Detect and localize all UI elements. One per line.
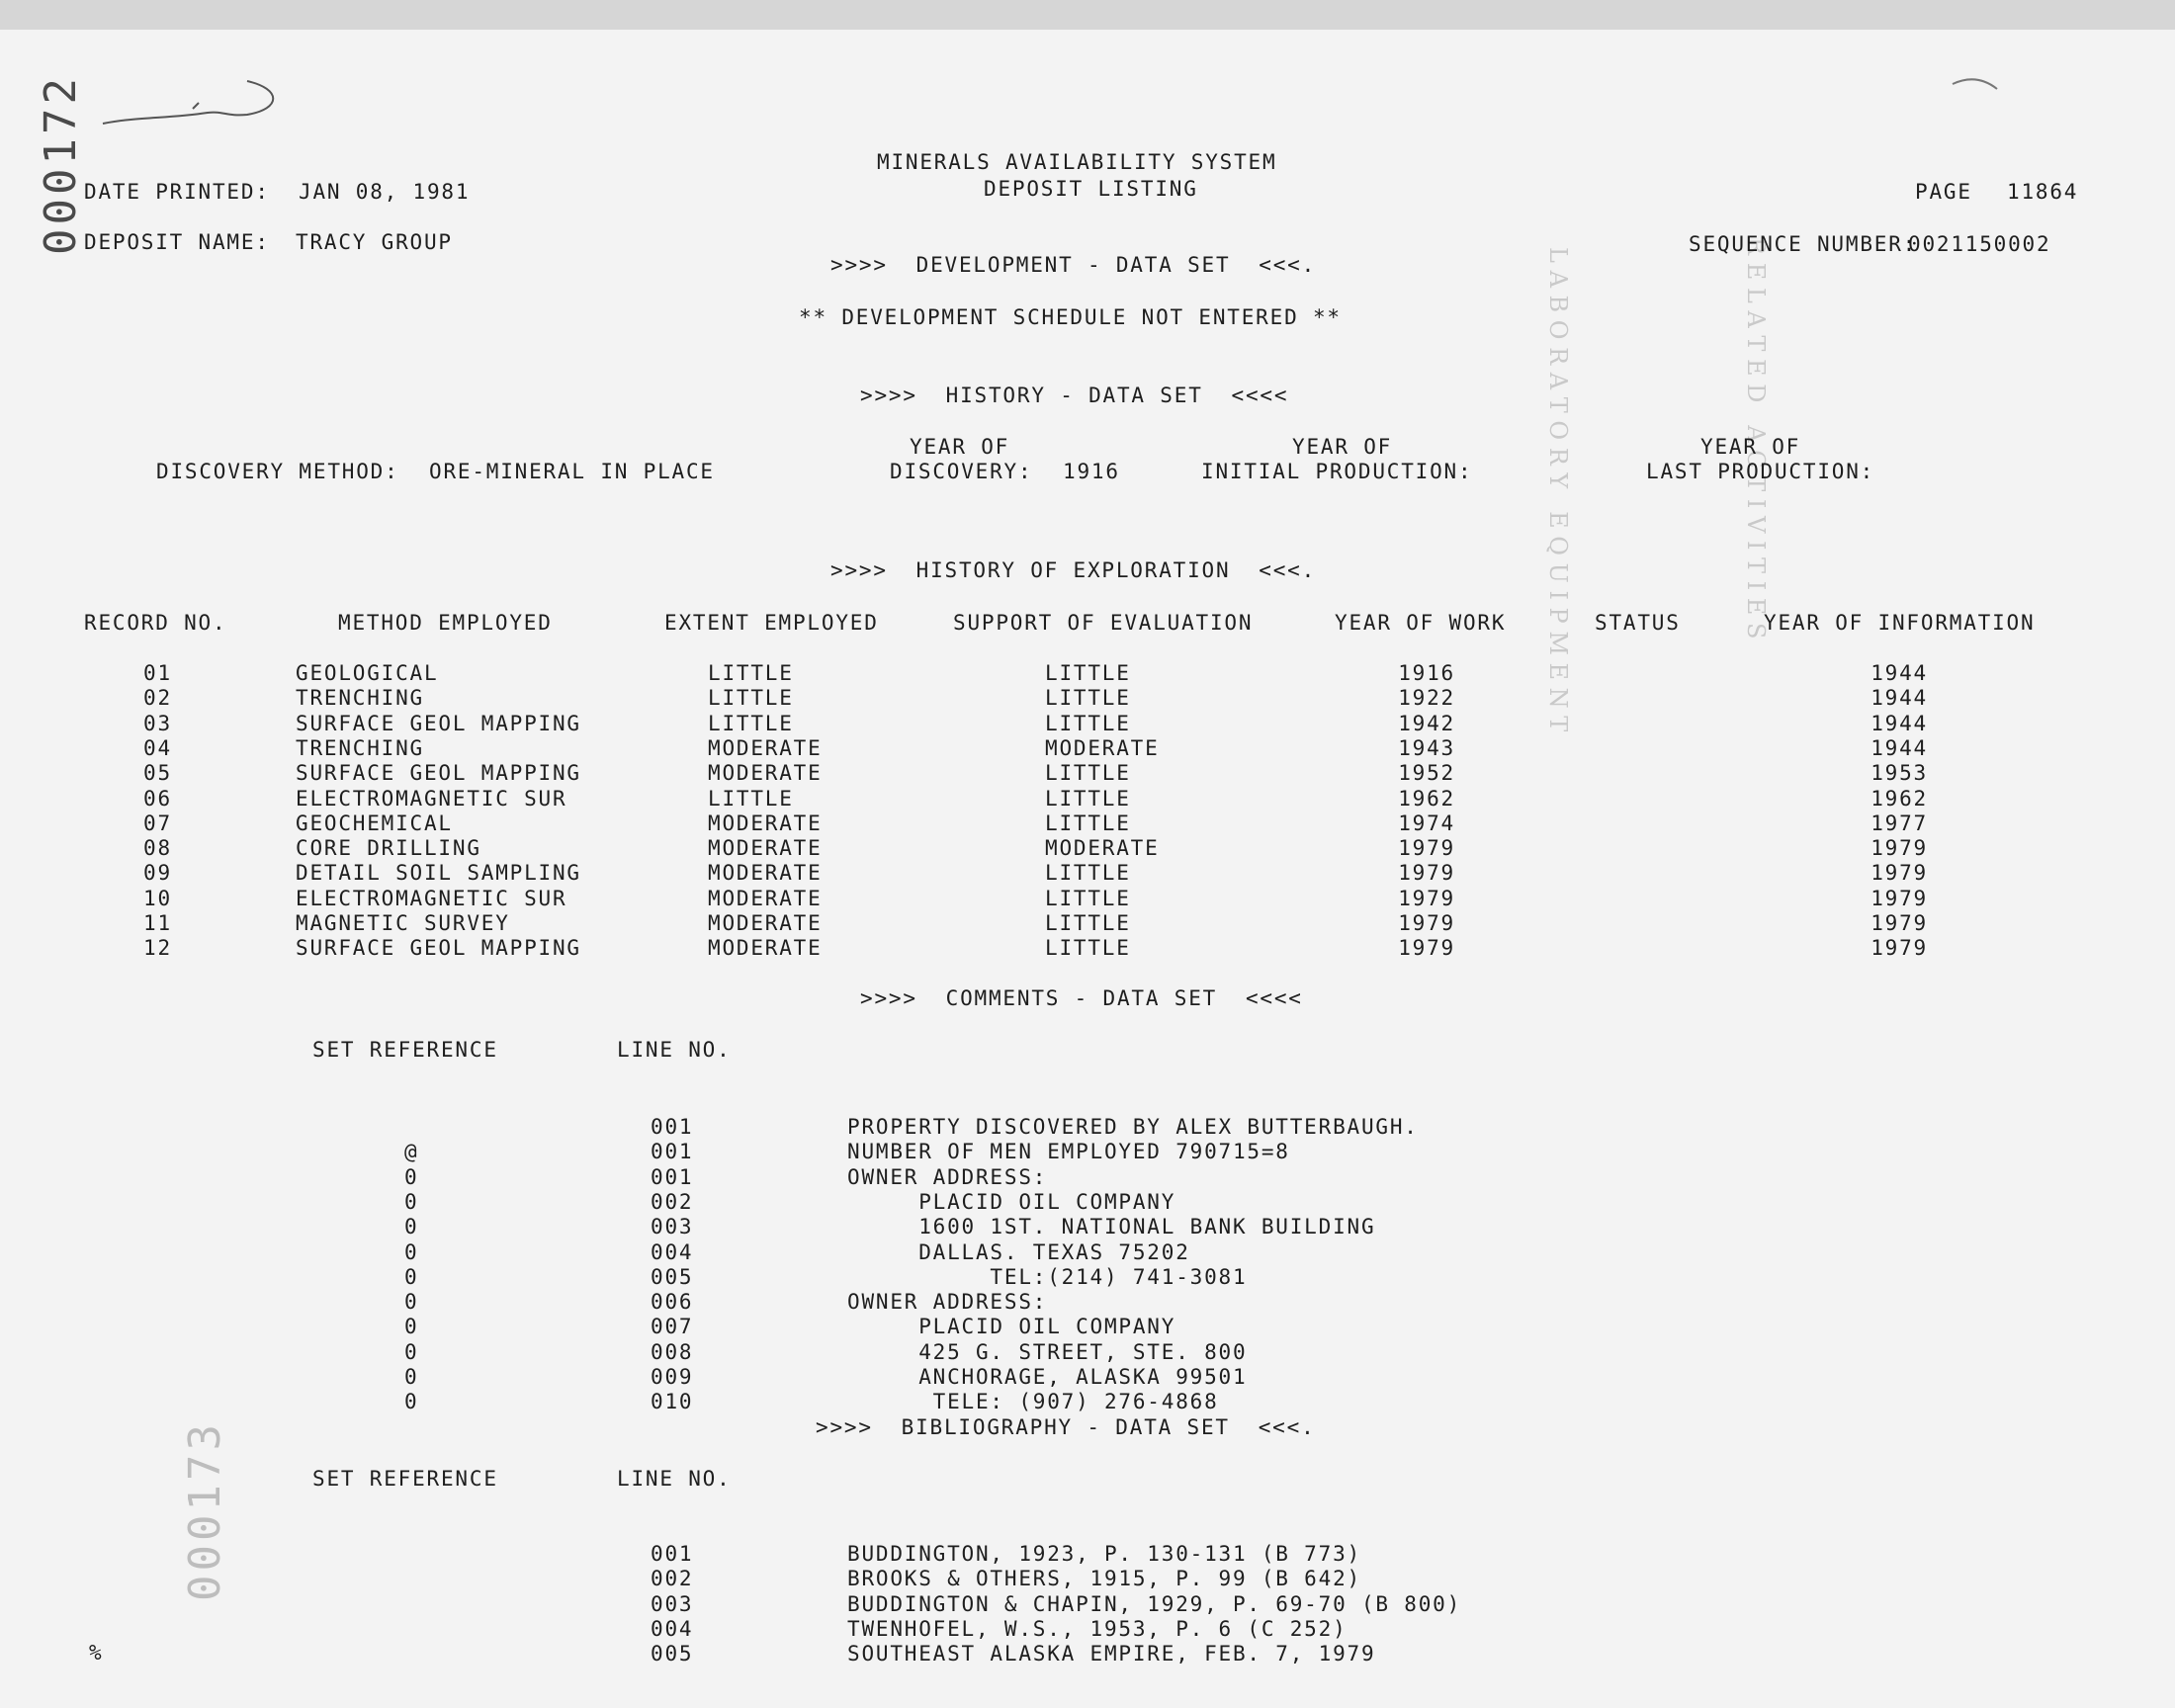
sequence-number-value: 0021150002: [1908, 232, 2051, 256]
year-of-info-cell: 1962: [1870, 786, 1928, 811]
col-year-of-information: YEAR OF INFORMATION: [1764, 611, 2036, 635]
reference-text-cell: BUDDINGTON & CHAPIN, 1929, P. 69-70 (B 800): [847, 1591, 1462, 1616]
year-of-work-cell: 1942: [1398, 711, 1455, 735]
line-no-cell: 001: [651, 1542, 694, 1566]
comment-text-cell: PLACID OIL COMPANY: [847, 1315, 1176, 1339]
comment-text-cell: TEL:(214) 741-3081: [847, 1264, 1248, 1289]
comments-section-title: >>>> COMMENTS - DATA SET <<<<: [860, 986, 1303, 1010]
record-no-cell: 06: [143, 786, 172, 811]
method-cell: CORE DRILLING: [296, 836, 481, 861]
record-no-cell: 10: [143, 886, 172, 910]
set-reference-cell: 0: [404, 1339, 419, 1364]
set-reference-cell: 0: [404, 1290, 419, 1315]
comment-text-cell: PLACID OIL COMPANY: [847, 1189, 1176, 1214]
comment-text-cell: OWNER ADDRESS:: [847, 1290, 1048, 1315]
record-no-cell: 11: [143, 911, 172, 935]
year-of-work-cell: 1979: [1398, 936, 1455, 961]
year-of-info-cell: 1944: [1870, 711, 1928, 735]
sequence-number-label: SEQUENCE NUMBER:: [1689, 232, 1918, 256]
method-cell: TRENCHING: [296, 735, 424, 760]
corner-mark: [1948, 69, 2007, 99]
year-of-work-cell: 1979: [1398, 911, 1455, 935]
support-cell: LITTLE: [1045, 711, 1131, 735]
line-no-cell: 005: [651, 1642, 694, 1666]
discovery-label: DISCOVERY:: [890, 460, 1033, 483]
record-no-cell: 02: [143, 686, 172, 711]
set-reference-cell: 0: [404, 1264, 419, 1289]
support-cell: LITTLE: [1045, 761, 1131, 786]
year-of-info-cell: 1979: [1870, 836, 1928, 861]
deposit-name-label: DEPOSIT NAME:: [84, 230, 270, 254]
year-of-info-cell: 1979: [1870, 861, 1928, 886]
set-reference-cell: 0: [404, 1365, 419, 1389]
extent-cell: LITTLE: [708, 711, 794, 735]
support-cell: MODERATE: [1045, 836, 1160, 861]
comment-text-cell: OWNER ADDRESS:: [847, 1164, 1048, 1189]
date-printed-label: DATE PRINTED:: [84, 180, 270, 204]
page-label: PAGE: [1915, 180, 1972, 204]
bibliography-col-set-reference: SET REFERENCE: [312, 1467, 498, 1491]
discovery-method-label: DISCOVERY METHOD:: [156, 460, 399, 483]
method-cell: GEOLOGICAL: [296, 661, 439, 685]
vertical-stamp-number: 000172: [36, 74, 86, 255]
comments-col-set-reference: SET REFERENCE: [312, 1038, 498, 1062]
method-cell: ELECTROMAGNETIC SUR: [296, 786, 567, 811]
col-status: STATUS: [1595, 611, 1681, 635]
extent-cell: MODERATE: [708, 861, 823, 886]
line-no-cell: 007: [651, 1315, 694, 1339]
year-of-work-cell: 1916: [1398, 661, 1455, 685]
set-reference-cell: @: [404, 1140, 419, 1164]
history-section-title: >>>> HISTORY - DATA SET <<<<: [860, 384, 1289, 407]
year-of-info-cell: 1944: [1870, 661, 1928, 685]
comment-text-cell: NUMBER OF MEN EMPLOYED 790715=8: [847, 1140, 1290, 1164]
discovery-year-value: 1916: [1063, 460, 1120, 483]
year-of-info-cell: 1944: [1870, 735, 1928, 760]
method-cell: MAGNETIC SURVEY: [296, 911, 510, 935]
extent-cell: MODERATE: [708, 936, 823, 961]
method-cell: DETAIL SOIL SAMPLING: [296, 861, 581, 886]
footer-mark: %: [89, 1641, 104, 1665]
year-of-work-cell: 1962: [1398, 786, 1455, 811]
discovery-year-of-label: YEAR OF: [910, 435, 1010, 459]
comment-text-cell: 425 G. STREET, STE. 800: [847, 1339, 1248, 1364]
development-notice: ** DEVELOPMENT SCHEDULE NOT ENTERED **: [799, 305, 1342, 329]
record-no-cell: 04: [143, 735, 172, 760]
line-no-cell: 001: [651, 1140, 694, 1164]
year-of-work-cell: 1974: [1398, 811, 1455, 835]
support-cell: LITTLE: [1045, 936, 1131, 961]
line-no-cell: 001: [651, 1164, 694, 1189]
date-printed-value: JAN 08, 1981: [299, 180, 471, 204]
support-cell: MODERATE: [1045, 735, 1160, 760]
line-no-cell: 003: [651, 1591, 694, 1616]
extent-cell: LITTLE: [708, 661, 794, 685]
bibliography-section-title: >>>> BIBLIOGRAPHY - DATA SET <<<.: [816, 1415, 1316, 1439]
support-cell: LITTLE: [1045, 911, 1131, 935]
support-cell: LITTLE: [1045, 811, 1131, 835]
year-of-info-cell: 1979: [1870, 886, 1928, 910]
extent-cell: MODERATE: [708, 735, 823, 760]
set-reference-cell: 0: [404, 1315, 419, 1339]
comment-text-cell: DALLAS. TEXAS 75202: [847, 1239, 1190, 1264]
record-no-cell: 01: [143, 661, 172, 685]
bibliography-col-line-no: LINE NO.: [617, 1467, 732, 1491]
extent-cell: MODERATE: [708, 761, 823, 786]
line-no-cell: 010: [651, 1390, 694, 1414]
method-cell: ELECTROMAGNETIC SUR: [296, 886, 567, 910]
year-of-work-cell: 1979: [1398, 861, 1455, 886]
col-support-of-evaluation: SUPPORT OF EVALUATION: [953, 611, 1254, 635]
reference-text-cell: BROOKS & OTHERS, 1915, P. 99 (B 642): [847, 1567, 1361, 1591]
line-no-cell: 003: [651, 1215, 694, 1239]
record-no-cell: 05: [143, 761, 172, 786]
line-no-cell: 004: [651, 1616, 694, 1641]
support-cell: LITTLE: [1045, 786, 1131, 811]
comment-text-cell: 1600 1ST. NATIONAL BANK BUILDING: [847, 1215, 1376, 1239]
year-of-work-cell: 1943: [1398, 735, 1455, 760]
extent-cell: LITTLE: [708, 686, 794, 711]
line-no-cell: 004: [651, 1239, 694, 1264]
reference-text-cell: TWENHOFEL, W.S., 1953, P. 6 (C 252): [847, 1616, 1348, 1641]
initial-production-year-of-label: YEAR OF: [1292, 435, 1393, 459]
comments-col-line-no: LINE NO.: [617, 1038, 732, 1062]
set-reference-cell: 0: [404, 1189, 419, 1214]
reference-text-cell: SOUTHEAST ALASKA EMPIRE, FEB. 7, 1979: [847, 1642, 1376, 1666]
support-cell: LITTLE: [1045, 861, 1131, 886]
initial-production-label: INITIAL PRODUCTION:: [1201, 460, 1473, 483]
extent-cell: MODERATE: [708, 911, 823, 935]
year-of-work-cell: 1922: [1398, 686, 1455, 711]
line-no-cell: 002: [651, 1189, 694, 1214]
extent-cell: MODERATE: [708, 836, 823, 861]
bleed-through-text: L A B O R A T O R Y E Q U I P M E N T: [1544, 247, 1572, 732]
col-year-of-work: YEAR OF WORK: [1335, 611, 1507, 635]
line-no-cell: 005: [651, 1264, 694, 1289]
extent-cell: LITTLE: [708, 786, 794, 811]
method-cell: TRENCHING: [296, 686, 424, 711]
method-cell: SURFACE GEOL MAPPING: [296, 936, 581, 961]
year-of-info-cell: 1953: [1870, 761, 1928, 786]
bleed-through-text: R E L A T E D A C T I V I T I E S: [1742, 237, 1770, 640]
line-no-cell: 009: [651, 1365, 694, 1389]
development-section-title: >>>> DEVELOPMENT - DATA SET <<<.: [830, 253, 1317, 277]
col-extent-employed: EXTENT EMPLOYED: [664, 611, 879, 635]
last-production-year-of-label: YEAR OF: [1700, 435, 1801, 459]
col-record-no: RECORD NO.: [84, 611, 227, 635]
discovery-method-value: ORE-MINERAL IN PLACE: [429, 460, 715, 483]
deposit-name-value: TRACY GROUP: [296, 230, 453, 254]
record-no-cell: 03: [143, 711, 172, 735]
support-cell: LITTLE: [1045, 886, 1131, 910]
set-reference-cell: 0: [404, 1390, 419, 1414]
set-reference-cell: 0: [404, 1215, 419, 1239]
extent-cell: MODERATE: [708, 811, 823, 835]
set-reference-cell: 0: [404, 1164, 419, 1189]
support-cell: LITTLE: [1045, 661, 1131, 685]
col-method-employed: METHOD EMPLOYED: [338, 611, 553, 635]
year-of-info-cell: 1979: [1870, 911, 1928, 935]
handwritten-squiggle: [99, 69, 287, 138]
record-no-cell: 08: [143, 836, 172, 861]
system-title: MINERALS AVAILABILITY SYSTEM: [877, 150, 1277, 174]
line-no-cell: 006: [651, 1290, 694, 1315]
comment-text-cell: TELE: (907) 276-4868: [847, 1390, 1219, 1414]
vertical-stamp-ghost: 000173: [180, 1420, 230, 1601]
year-of-info-cell: 1944: [1870, 686, 1928, 711]
record-no-cell: 09: [143, 861, 172, 886]
exploration-section-title: >>>> HISTORY OF EXPLORATION <<<.: [830, 558, 1317, 582]
record-no-cell: 07: [143, 811, 172, 835]
line-no-cell: 001: [651, 1115, 694, 1139]
last-production-label: LAST PRODUCTION:: [1646, 460, 1875, 483]
set-reference-cell: 0: [404, 1239, 419, 1264]
year-of-work-cell: 1952: [1398, 761, 1455, 786]
year-of-work-cell: 1979: [1398, 836, 1455, 861]
extent-cell: MODERATE: [708, 886, 823, 910]
line-no-cell: 008: [651, 1339, 694, 1364]
record-no-cell: 12: [143, 936, 172, 961]
year-of-info-cell: 1977: [1870, 811, 1928, 835]
year-of-work-cell: 1979: [1398, 886, 1455, 910]
listing-title: DEPOSIT LISTING: [984, 177, 1198, 201]
method-cell: SURFACE GEOL MAPPING: [296, 761, 581, 786]
method-cell: GEOCHEMICAL: [296, 811, 453, 835]
method-cell: SURFACE GEOL MAPPING: [296, 711, 581, 735]
scanned-page: [0, 30, 2175, 1708]
support-cell: LITTLE: [1045, 686, 1131, 711]
line-no-cell: 002: [651, 1567, 694, 1591]
comment-text-cell: ANCHORAGE, ALASKA 99501: [847, 1365, 1248, 1389]
year-of-info-cell: 1979: [1870, 936, 1928, 961]
page-number: 11864: [2007, 180, 2079, 204]
reference-text-cell: BUDDINGTON, 1923, P. 130-131 (B 773): [847, 1542, 1361, 1566]
comment-text-cell: PROPERTY DISCOVERED BY ALEX BUTTERBAUGH.: [847, 1115, 1419, 1139]
